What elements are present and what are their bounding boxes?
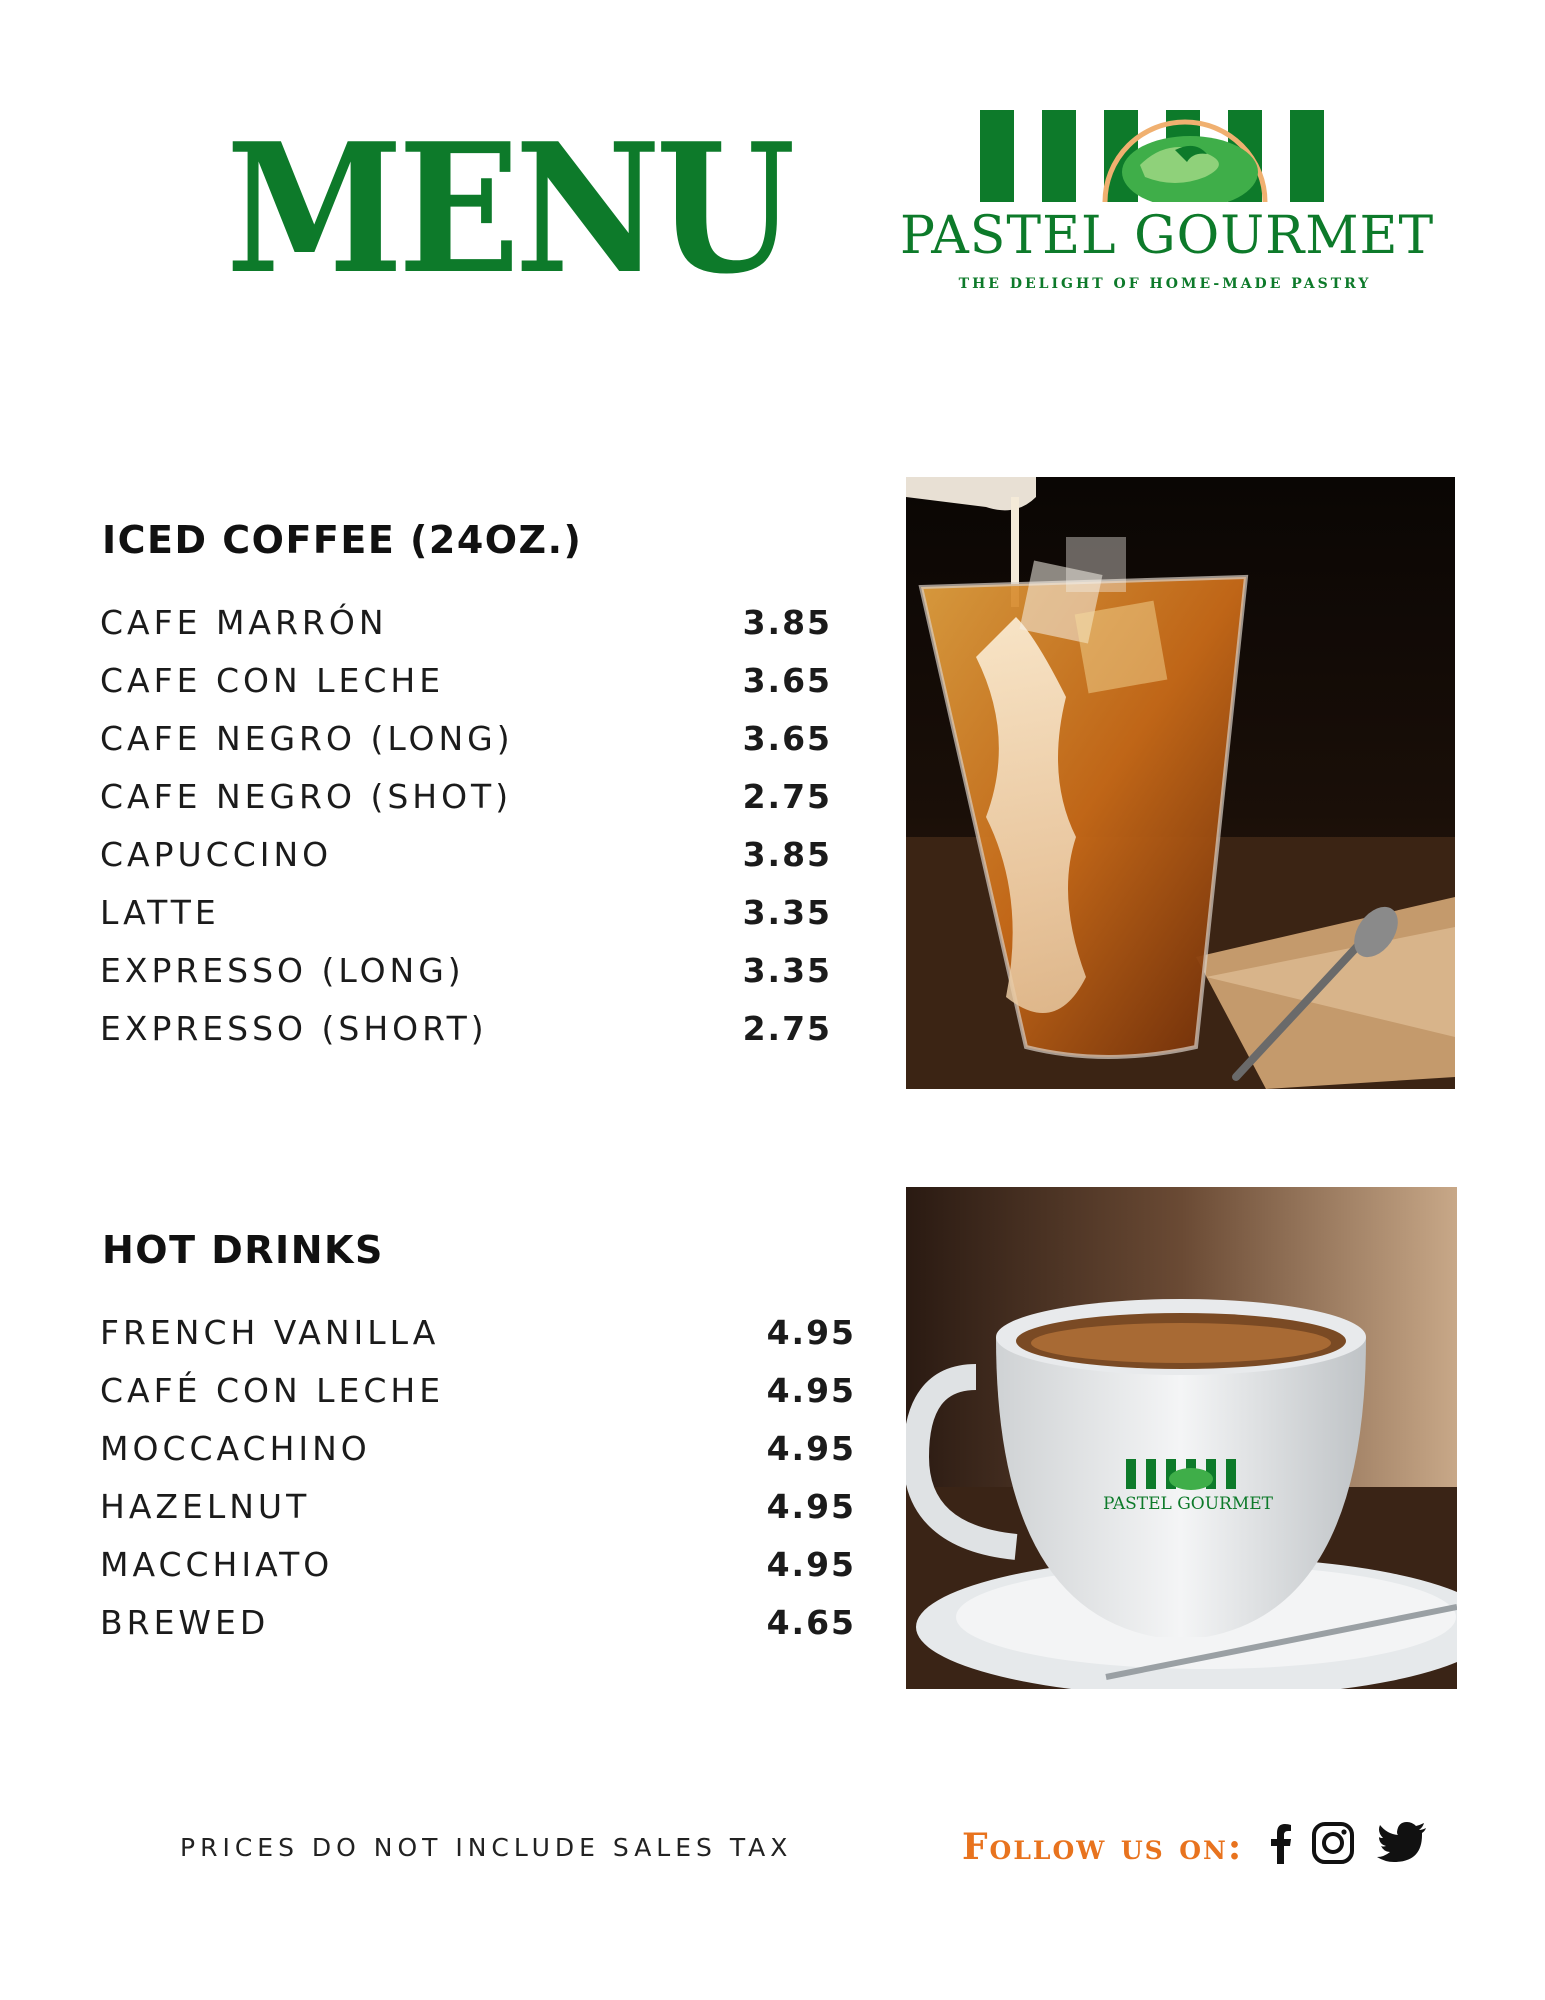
item-name: CAFE CON LECHE (100, 661, 445, 700)
item-price: 3.85 (742, 603, 832, 642)
menu-title: MENU (226, 104, 790, 313)
item-price: 4.95 (766, 1545, 856, 1584)
iced-coffee-photo (906, 477, 1455, 1089)
item-name: CAFÉ CON LECHE (100, 1371, 445, 1410)
list-item (100, 777, 850, 835)
pastel-gourmet-logo (900, 110, 1435, 310)
list-item (100, 1545, 880, 1603)
cup-logo-name: PASTEL GOURMET (1102, 1494, 1274, 1514)
item-price: 3.65 (742, 719, 832, 758)
list-item (100, 835, 850, 893)
item-name: EXPRESSO (SHORT) (100, 1009, 488, 1048)
item-name: HAZELNUT (100, 1487, 311, 1526)
section-title-iced-coffee: ICED COFFEE (24OZ.) (102, 518, 583, 562)
item-price: 3.35 (742, 893, 832, 932)
list-item (100, 1487, 880, 1545)
list-item (100, 951, 850, 1009)
list-item (100, 893, 850, 951)
list-item (100, 1009, 850, 1067)
item-price: 4.95 (766, 1313, 856, 1352)
list-item (100, 661, 850, 719)
logo-tagline: THE DELIGHT OF HOME-MADE PASTRY (958, 276, 1372, 292)
item-name: BREWED (100, 1603, 270, 1642)
item-price: 3.65 (742, 661, 832, 700)
list-item (100, 1313, 880, 1371)
item-name: FRENCH VANILLA (100, 1313, 440, 1352)
item-name: CAFE NEGRO (LONG) (100, 719, 514, 758)
sales-tax-note: PRICES DO NOT INCLUDE SALES TAX (180, 1833, 793, 1862)
hot-drinks-list (100, 1313, 880, 1661)
item-price: 3.85 (742, 835, 832, 874)
list-item (100, 1429, 880, 1487)
item-name: MACCHIATO (100, 1545, 334, 1584)
item-price: 4.95 (766, 1487, 856, 1526)
item-name: CAPUCCINO (100, 835, 333, 874)
item-price: 4.65 (766, 1603, 856, 1642)
item-price: 2.75 (742, 777, 832, 816)
twitter-icon[interactable] (1376, 1820, 1428, 1866)
item-price: 4.95 (766, 1371, 856, 1410)
item-price: 4.95 (766, 1429, 856, 1468)
item-price: 2.75 (742, 1009, 832, 1048)
list-item (100, 1371, 880, 1429)
item-name: LATTE (100, 893, 220, 932)
follow-us-label: Follow us on: (962, 1826, 1244, 1868)
list-item (100, 719, 850, 777)
item-price: 3.35 (742, 951, 832, 990)
hot-coffee-cup-photo (906, 1187, 1457, 1689)
section-title-hot-drinks: HOT DRINKS (102, 1228, 384, 1272)
facebook-icon[interactable] (1258, 1820, 1304, 1866)
logo-brand-name: PASTEL GOURMET (900, 206, 1435, 266)
iced-coffee-list (100, 603, 850, 1067)
list-item (100, 1603, 880, 1661)
item-name: CAFE MARRÓN (100, 603, 388, 642)
item-name: CAFE NEGRO (SHOT) (100, 777, 513, 816)
list-item (100, 603, 850, 661)
instagram-icon[interactable] (1310, 1820, 1356, 1866)
item-name: EXPRESSO (LONG) (100, 951, 465, 990)
logo-stripes-graphic (980, 110, 1350, 202)
item-name: MOCCACHINO (100, 1429, 371, 1468)
